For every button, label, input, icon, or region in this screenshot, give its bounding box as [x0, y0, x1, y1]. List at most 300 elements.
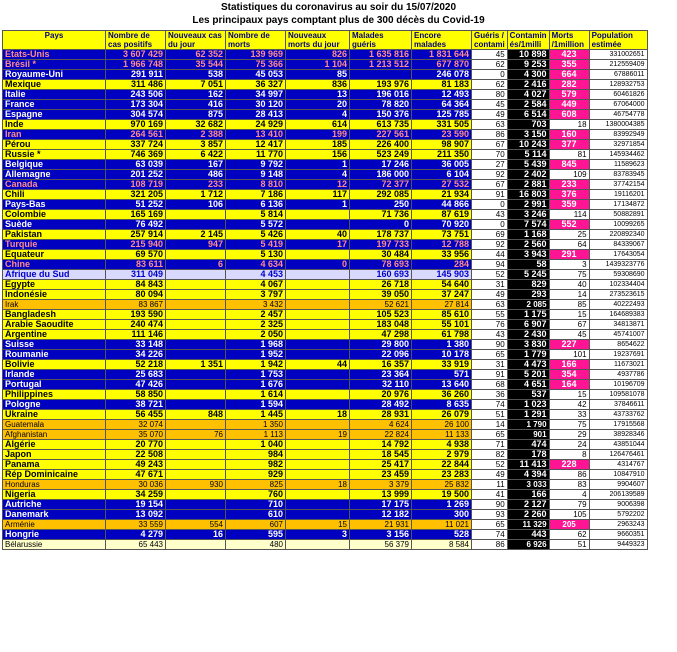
country-cell: Mexique: [3, 80, 106, 90]
value-cell: 6 926: [507, 540, 549, 550]
value-cell: 83992949: [589, 130, 647, 140]
value-cell: [166, 460, 226, 470]
country-cell: Arabie Saoudite: [3, 320, 106, 330]
value-cell: 69: [472, 230, 508, 240]
value-cell: [286, 280, 350, 290]
value-cell: [286, 390, 350, 400]
value-cell: 34 997: [226, 90, 286, 100]
value-cell: 257 914: [106, 230, 166, 240]
value-cell: 1 966 748: [106, 60, 166, 70]
country-cell: Italie: [3, 90, 106, 100]
value-cell: 47 671: [106, 470, 166, 480]
table-row: [3, 190, 648, 200]
value-cell: 537: [507, 390, 549, 400]
value-cell: 321 205: [106, 190, 166, 200]
value-cell: 34 259: [106, 490, 166, 500]
value-cell: 1 753: [226, 370, 286, 380]
value-cell: 17 246: [350, 160, 412, 170]
country-cell: Irlande: [3, 370, 106, 380]
value-cell: 27 532: [412, 180, 472, 190]
value-cell: 16: [166, 530, 226, 540]
value-cell: 38 721: [106, 400, 166, 410]
country-cell: Turquie: [3, 240, 106, 250]
value-cell: 12 417: [226, 140, 286, 150]
value-cell: 56 379: [350, 540, 412, 550]
value-cell: [286, 210, 350, 220]
value-cell: 273523615: [589, 290, 647, 300]
country-cell: Irak: [3, 300, 106, 310]
value-cell: 58: [507, 260, 549, 270]
value-cell: 44 866: [412, 200, 472, 210]
value-cell: 13 092: [106, 510, 166, 520]
value-cell: 45 053: [226, 70, 286, 80]
table-body: [3, 50, 648, 550]
value-cell: 3 943: [507, 250, 549, 260]
value-cell: 552: [549, 220, 589, 230]
value-cell: 17: [286, 240, 350, 250]
value-cell: 62: [472, 60, 508, 70]
country-cell: Etats-Unis: [3, 50, 106, 60]
value-cell: 416: [166, 100, 226, 110]
value-cell: 22 844: [412, 460, 472, 470]
value-cell: 5 114: [507, 150, 549, 160]
value-cell: 193 590: [106, 310, 166, 320]
value-cell: 3 379: [350, 480, 412, 490]
value-cell: 17 175: [350, 500, 412, 510]
value-cell: 1 790: [507, 420, 549, 430]
value-cell: 1 712: [166, 190, 226, 200]
page-subtitle: Les principaux pays comptant plus de 300 décès du Covid-19: [192, 15, 485, 26]
value-cell: 293: [507, 290, 549, 300]
value-cell: 30 120: [226, 100, 286, 110]
value-cell: 2 584: [507, 100, 549, 110]
value-cell: 193 976: [350, 80, 412, 90]
value-cell: 84339067: [589, 240, 647, 250]
country-cell: Inde: [3, 120, 106, 130]
value-cell: 145 903: [412, 270, 472, 280]
country-cell: Bolivie: [3, 360, 106, 370]
table-row: [3, 370, 648, 380]
value-cell: 128932753: [589, 80, 647, 90]
table-row: [3, 540, 648, 550]
value-cell: 31: [472, 280, 508, 290]
value-cell: 22 824: [350, 430, 412, 440]
value-cell: 18: [286, 410, 350, 420]
value-cell: 70: [472, 150, 508, 160]
value-cell: [166, 330, 226, 340]
value-cell: 22 508: [106, 450, 166, 460]
value-cell: 52: [472, 270, 508, 280]
country-cell: Chine: [3, 260, 106, 270]
table-row: [3, 130, 648, 140]
value-cell: 64 364: [412, 100, 472, 110]
value-cell: [286, 420, 350, 430]
value-cell: 331 505: [412, 120, 472, 130]
value-cell: [166, 440, 226, 450]
value-cell: 50882891: [589, 210, 647, 220]
value-cell: 67: [549, 320, 589, 330]
value-cell: 23 459: [350, 470, 412, 480]
value-cell: [286, 290, 350, 300]
table-row: [3, 220, 648, 230]
value-cell: 18: [549, 120, 589, 130]
value-cell: 79: [549, 500, 589, 510]
value-cell: 33 956: [412, 250, 472, 260]
column-header: Malades guéris: [350, 31, 412, 50]
value-cell: 28 413: [226, 110, 286, 120]
value-cell: 71 736: [350, 210, 412, 220]
value-cell: 246 078: [412, 70, 472, 80]
value-cell: 24 929: [226, 120, 286, 130]
value-cell: 86: [549, 470, 589, 480]
value-cell: 5792202: [589, 510, 647, 520]
column-header: Pays: [3, 31, 106, 50]
value-cell: 43851044: [589, 440, 647, 450]
table-row: [3, 380, 648, 390]
value-cell: 9 253: [507, 60, 549, 70]
value-cell: 201 252: [106, 170, 166, 180]
value-cell: 331002651: [589, 50, 647, 60]
value-cell: 304 574: [106, 110, 166, 120]
value-cell: 2 050: [226, 330, 286, 340]
value-cell: [286, 400, 350, 410]
value-cell: 212559409: [589, 60, 647, 70]
value-cell: 9660351: [589, 530, 647, 540]
value-cell: 4937786: [589, 370, 647, 380]
value-cell: 39 050: [350, 290, 412, 300]
value-cell: 105: [549, 510, 589, 520]
value-cell: 5 245: [507, 270, 549, 280]
value-cell: 83 611: [106, 260, 166, 270]
value-cell: 71: [472, 440, 508, 450]
value-cell: 36 327: [226, 80, 286, 90]
value-cell: 1 380: [412, 340, 472, 350]
value-cell: 65: [472, 350, 508, 360]
value-cell: 9904607: [589, 480, 647, 490]
value-cell: 2 560: [507, 240, 549, 250]
value-cell: 240 474: [106, 320, 166, 330]
value-cell: 80: [472, 90, 508, 100]
country-cell: Indonésie: [3, 290, 106, 300]
value-cell: 1 269: [412, 500, 472, 510]
value-cell: 6 514: [507, 110, 549, 120]
value-cell: 4 279: [106, 530, 166, 540]
value-cell: [166, 280, 226, 290]
value-cell: 74: [472, 530, 508, 540]
value-cell: [286, 380, 350, 390]
value-cell: 28 931: [350, 410, 412, 420]
value-cell: 36 260: [412, 390, 472, 400]
value-cell: 60461826: [589, 90, 647, 100]
country-cell: Pérou: [3, 140, 106, 150]
value-cell: 10099265: [589, 220, 647, 230]
value-cell: [166, 400, 226, 410]
value-cell: [286, 330, 350, 340]
table-row: [3, 330, 648, 340]
value-cell: 5 439: [507, 160, 549, 170]
value-cell: 2 085: [507, 300, 549, 310]
value-cell: [166, 350, 226, 360]
value-cell: 2 145: [166, 230, 226, 240]
value-cell: 2 430: [507, 330, 549, 340]
value-cell: 4: [286, 170, 350, 180]
country-cell: Afghanistan: [3, 430, 106, 440]
value-cell: 7 051: [166, 80, 226, 90]
value-cell: 21 934: [412, 190, 472, 200]
value-cell: 64: [549, 240, 589, 250]
value-cell: 167: [166, 160, 226, 170]
value-cell: 92: [472, 240, 508, 250]
value-cell: 4: [286, 110, 350, 120]
table-row: [3, 150, 648, 160]
value-cell: 8 810: [226, 180, 286, 190]
value-cell: 26 718: [350, 280, 412, 290]
table-row: [3, 120, 648, 130]
table-row: [3, 450, 648, 460]
value-cell: [286, 510, 350, 520]
value-cell: 6 104: [412, 170, 472, 180]
value-cell: 947: [166, 240, 226, 250]
value-cell: 84 843: [106, 280, 166, 290]
value-cell: 13 410: [226, 130, 286, 140]
value-cell: 1 023: [507, 400, 549, 410]
value-cell: 67: [472, 140, 508, 150]
value-cell: 614: [286, 120, 350, 130]
value-cell: 62 352: [166, 50, 226, 60]
country-cell: Chili: [3, 190, 106, 200]
value-cell: 664: [549, 70, 589, 80]
value-cell: 5 201: [507, 370, 549, 380]
value-cell: [286, 470, 350, 480]
table-row: [3, 230, 648, 240]
value-cell: 443: [507, 530, 549, 540]
value-cell: 554: [166, 520, 226, 530]
value-cell: 49: [472, 110, 508, 120]
value-cell: 76: [166, 430, 226, 440]
value-cell: 982: [226, 460, 286, 470]
value-cell: 61 798: [412, 330, 472, 340]
value-cell: 595: [226, 530, 286, 540]
value-cell: 183 048: [350, 320, 412, 330]
value-cell: 1: [286, 200, 350, 210]
value-cell: [166, 270, 226, 280]
column-header: Nouveaux morts du jour: [286, 31, 350, 50]
value-cell: 677 870: [412, 60, 472, 70]
value-cell: 0: [286, 260, 350, 270]
value-cell: 3 857: [166, 140, 226, 150]
value-cell: [286, 440, 350, 450]
value-cell: 27 814: [412, 300, 472, 310]
country-cell: Pays-Bas: [3, 200, 106, 210]
value-cell: 87 619: [412, 210, 472, 220]
value-cell: 11: [472, 480, 508, 490]
value-cell: 523 249: [350, 150, 412, 160]
value-cell: 6 907: [507, 320, 549, 330]
value-cell: 5 130: [226, 250, 286, 260]
value-cell: 17134872: [589, 200, 647, 210]
value-cell: [166, 220, 226, 230]
table-row: [3, 210, 648, 220]
value-cell: 58 850: [106, 390, 166, 400]
country-cell: Japon: [3, 450, 106, 460]
value-cell: 49: [472, 290, 508, 300]
value-cell: 3 150: [507, 130, 549, 140]
value-cell: [286, 370, 350, 380]
value-cell: 5 572: [226, 220, 286, 230]
table-row: [3, 350, 648, 360]
value-cell: 30 036: [106, 480, 166, 490]
value-cell: 34 226: [106, 350, 166, 360]
value-cell: 538: [166, 70, 226, 80]
value-cell: 1 594: [226, 400, 286, 410]
value-cell: 108 719: [106, 180, 166, 190]
value-cell: 76: [472, 320, 508, 330]
value-cell: 291 911: [106, 70, 166, 80]
country-cell: Pologne: [3, 400, 106, 410]
value-cell: 68: [472, 380, 508, 390]
value-cell: 22 096: [350, 350, 412, 360]
value-cell: 250: [350, 200, 412, 210]
value-cell: 14: [472, 420, 508, 430]
value-cell: 12: [286, 180, 350, 190]
table-row: [3, 470, 648, 480]
value-cell: [286, 300, 350, 310]
value-cell: 82: [472, 450, 508, 460]
value-cell: 25 417: [350, 460, 412, 470]
value-cell: 67064000: [589, 100, 647, 110]
value-cell: 1 113: [226, 430, 286, 440]
value-cell: 197 733: [350, 240, 412, 250]
value-cell: 37846611: [589, 400, 647, 410]
value-cell: 32971854: [589, 140, 647, 150]
value-cell: 579: [549, 90, 589, 100]
value-cell: [286, 320, 350, 330]
title-box: [0, 0, 677, 30]
country-cell: Suède: [3, 220, 106, 230]
value-cell: 13 640: [412, 380, 472, 390]
value-cell: 52: [472, 460, 508, 470]
column-header: Nombre de cas positifs: [106, 31, 166, 50]
country-cell: Allemagne: [3, 170, 106, 180]
country-cell: Rép Dominicaine: [3, 470, 106, 480]
value-cell: 4 634: [226, 260, 286, 270]
value-cell: 311 049: [106, 270, 166, 280]
table-header-row: [3, 31, 648, 50]
value-cell: 4 624: [350, 420, 412, 430]
value-cell: 25: [549, 230, 589, 240]
value-cell: 37742154: [589, 180, 647, 190]
value-cell: 970 169: [106, 120, 166, 130]
value-cell: 311 486: [106, 80, 166, 90]
value-cell: 26 100: [412, 420, 472, 430]
country-cell: Brésil *: [3, 60, 106, 70]
value-cell: 24: [549, 440, 589, 450]
value-cell: 62: [472, 80, 508, 90]
value-cell: 1 779: [507, 350, 549, 360]
value-cell: 1 952: [226, 350, 286, 360]
value-cell: 47 298: [350, 330, 412, 340]
value-cell: 165 169: [106, 210, 166, 220]
value-cell: 359: [549, 200, 589, 210]
value-cell: 160: [549, 130, 589, 140]
value-cell: 7 186: [226, 190, 286, 200]
covid-table: [2, 30, 648, 550]
value-cell: 164689383: [589, 310, 647, 320]
value-cell: 33 559: [106, 520, 166, 530]
value-cell: 11 021: [412, 520, 472, 530]
table-row: [3, 50, 648, 60]
table-row: [3, 430, 648, 440]
value-cell: 1380004385: [589, 120, 647, 130]
value-cell: 3 156: [350, 530, 412, 540]
value-cell: 4314767: [589, 460, 647, 470]
value-cell: 52 218: [106, 360, 166, 370]
table-row: [3, 410, 648, 420]
value-cell: 30 484: [350, 250, 412, 260]
value-cell: 826: [286, 50, 350, 60]
value-cell: 10 243: [507, 140, 549, 150]
value-cell: 215 940: [106, 240, 166, 250]
value-cell: 6 422: [166, 150, 226, 160]
value-cell: 10 898: [507, 50, 549, 60]
table-row: [3, 100, 648, 110]
value-cell: 33 919: [412, 360, 472, 370]
value-cell: 984: [226, 450, 286, 460]
value-cell: 186 000: [350, 170, 412, 180]
value-cell: 4 453: [226, 270, 286, 280]
value-cell: 83783945: [589, 170, 647, 180]
value-cell: 2 127: [507, 500, 549, 510]
value-cell: 36: [472, 390, 508, 400]
value-cell: 145934462: [589, 150, 647, 160]
value-cell: 23 283: [412, 470, 472, 480]
value-cell: 51: [549, 540, 589, 550]
value-cell: 2963243: [589, 520, 647, 530]
value-cell: 1 040: [226, 440, 286, 450]
value-cell: 166: [549, 360, 589, 370]
value-cell: 829: [507, 280, 549, 290]
table-row: [3, 110, 648, 120]
value-cell: 2 991: [507, 200, 549, 210]
value-cell: 9449323: [589, 540, 647, 550]
value-cell: 73 751: [412, 230, 472, 240]
value-cell: 227: [549, 340, 589, 350]
country-cell: Panama: [3, 460, 106, 470]
value-cell: 14: [549, 290, 589, 300]
value-cell: 4: [549, 490, 589, 500]
value-cell: 199: [286, 130, 350, 140]
value-cell: [286, 250, 350, 260]
value-cell: 43733762: [589, 410, 647, 420]
country-cell: Equateur: [3, 250, 106, 260]
value-cell: 83: [549, 480, 589, 490]
value-cell: 355: [549, 60, 589, 70]
value-cell: 34813871: [589, 320, 647, 330]
value-cell: 292 085: [350, 190, 412, 200]
value-cell: 8 584: [412, 540, 472, 550]
table-row: [3, 60, 648, 70]
country-cell: Honduras: [3, 480, 106, 490]
value-cell: 11 133: [412, 430, 472, 440]
value-cell: 1 968: [226, 340, 286, 350]
value-cell: 480: [226, 540, 286, 550]
value-cell: 19 154: [106, 500, 166, 510]
value-cell: 2 457: [226, 310, 286, 320]
value-cell: 25 683: [106, 370, 166, 380]
value-cell: 474: [507, 440, 549, 450]
value-cell: 11673021: [589, 360, 647, 370]
value-cell: 90: [472, 500, 508, 510]
